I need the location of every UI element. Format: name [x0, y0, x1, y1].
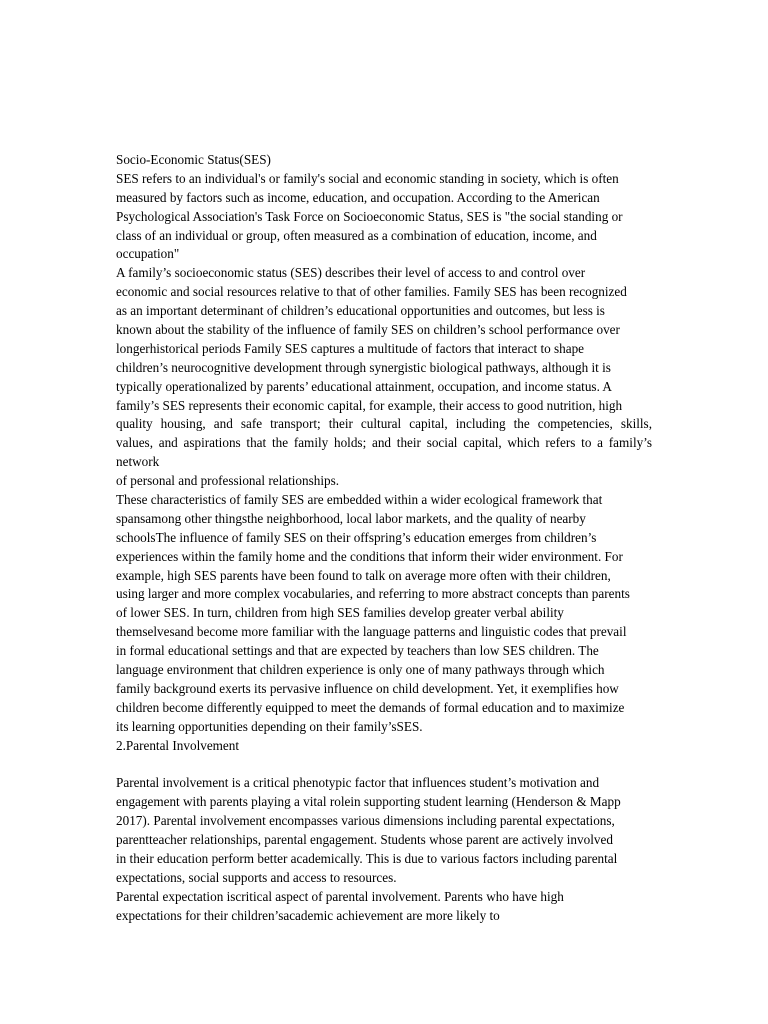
text-line: experiences within the family home and the conditions that inform their wider environment. For — [116, 548, 623, 564]
text-line: SES refers to an individual's or family's social and economic standing in society, which is often — [116, 170, 619, 186]
text-line: typically operationalized by parents’ educational attainment, occupation, and income status. A — [116, 378, 612, 394]
section-heading-ses: Socio-Economic Status(SES) — [116, 152, 271, 167]
text-line: children become differently equipped to meet the demands of formal education and to maximize — [116, 699, 625, 715]
text-line: expectations, social supports and access to resources. — [116, 869, 397, 885]
text-line: in their education perform better academically. This is due to various factors including parental — [116, 850, 618, 866]
text-line: of personal and professional relationships. — [116, 473, 340, 489]
text-line: values, and aspirations that the family holds; and their social capital, which refers to a family’s — [116, 435, 652, 451]
text-line: schoolsThe influence of family SES on their offspring’s education emerges from children’s — [116, 529, 597, 545]
text-line: These characteristics of family SES are embedded within a wider ecological framework that — [116, 492, 603, 508]
text-line: its learning opportunities depending on their family’sSES. — [116, 718, 423, 734]
text-line: occupation" — [116, 246, 180, 262]
text-line: as an important determinant of children’s educational opportunities and outcomes, but less is — [116, 303, 605, 319]
text-line: example, high SES parents have been found to talk on average more often with their children, — [116, 567, 611, 583]
text-line: language environment that children experience is only one of many pathways through which — [116, 662, 605, 678]
document-body — [116, 151, 656, 926]
text-line: family’s SES represents their economic capital, for example, their access to good nutrition, high — [116, 397, 623, 413]
text-line: engagement with parents playing a vital rolein supporting student learning (Henderson & Mapp — [116, 794, 621, 810]
text-line: A family’s socioeconomic status (SES) describes their level of access to and control over — [116, 265, 586, 281]
text-line: Parental expectation iscritical aspect of parental involvement. Parents who have high — [116, 888, 564, 904]
text-line: longerhistorical periods Family SES captures a multitude of factors that interact to shape — [116, 340, 585, 356]
text-line: known about the stability of the influence of family SES on children’s school performance over — [116, 322, 620, 338]
text-line: class of an individual or group, often measured as a combination of education, income, and — [116, 227, 597, 243]
text-line: parentteacher relationships, parental engagement. Students whose parent are actively involved — [116, 832, 613, 848]
text-line: network — [116, 454, 160, 470]
text-line: using larger and more complex vocabularies, and referring to more abstract concepts than parents — [116, 586, 630, 602]
text-line: Parental involvement is a critical phenotypic factor that influences student’s motivation and — [116, 775, 600, 791]
text-line: themselvesand become more familiar with the language patterns and linguistic codes that prevail — [116, 624, 627, 640]
text-line: spansamong other thingsthe neighborhood, local labor markets, and the quality of nearby — [116, 510, 586, 526]
text-line: economic and social resources relative to that of other families. Family SES has been recognized — [116, 284, 627, 300]
text-line: of lower SES. In turn, children from high SES families develop greater verbal ability — [116, 605, 564, 621]
text-line: expectations for their children’sacademic achievement are more likely to — [116, 907, 500, 923]
text-line: measured by factors such as income, education, and occupation. According to the American — [116, 189, 600, 205]
text-line: quality housing, and safe transport; their cultural capital, including the competencies, skills, — [116, 416, 652, 432]
text-line: in formal educational settings and that are expected by teachers than low SES children. The — [116, 643, 599, 659]
blank-line — [116, 756, 656, 775]
text-line: 2017). Parental involvement encompasses various dimensions including parental expectations, — [116, 813, 615, 829]
text-line: Psychological Association's Task Force on Socioeconomic Status, SES is "the social standing or — [116, 208, 623, 224]
text-line: children’s neurocognitive development through synergistic biological pathways, although it is — [116, 359, 611, 375]
section-heading-parental-involvement: 2.Parental Involvement — [116, 737, 240, 753]
text-line: family background exerts its pervasive influence on child development. Yet, it exemplifies how — [116, 680, 619, 696]
